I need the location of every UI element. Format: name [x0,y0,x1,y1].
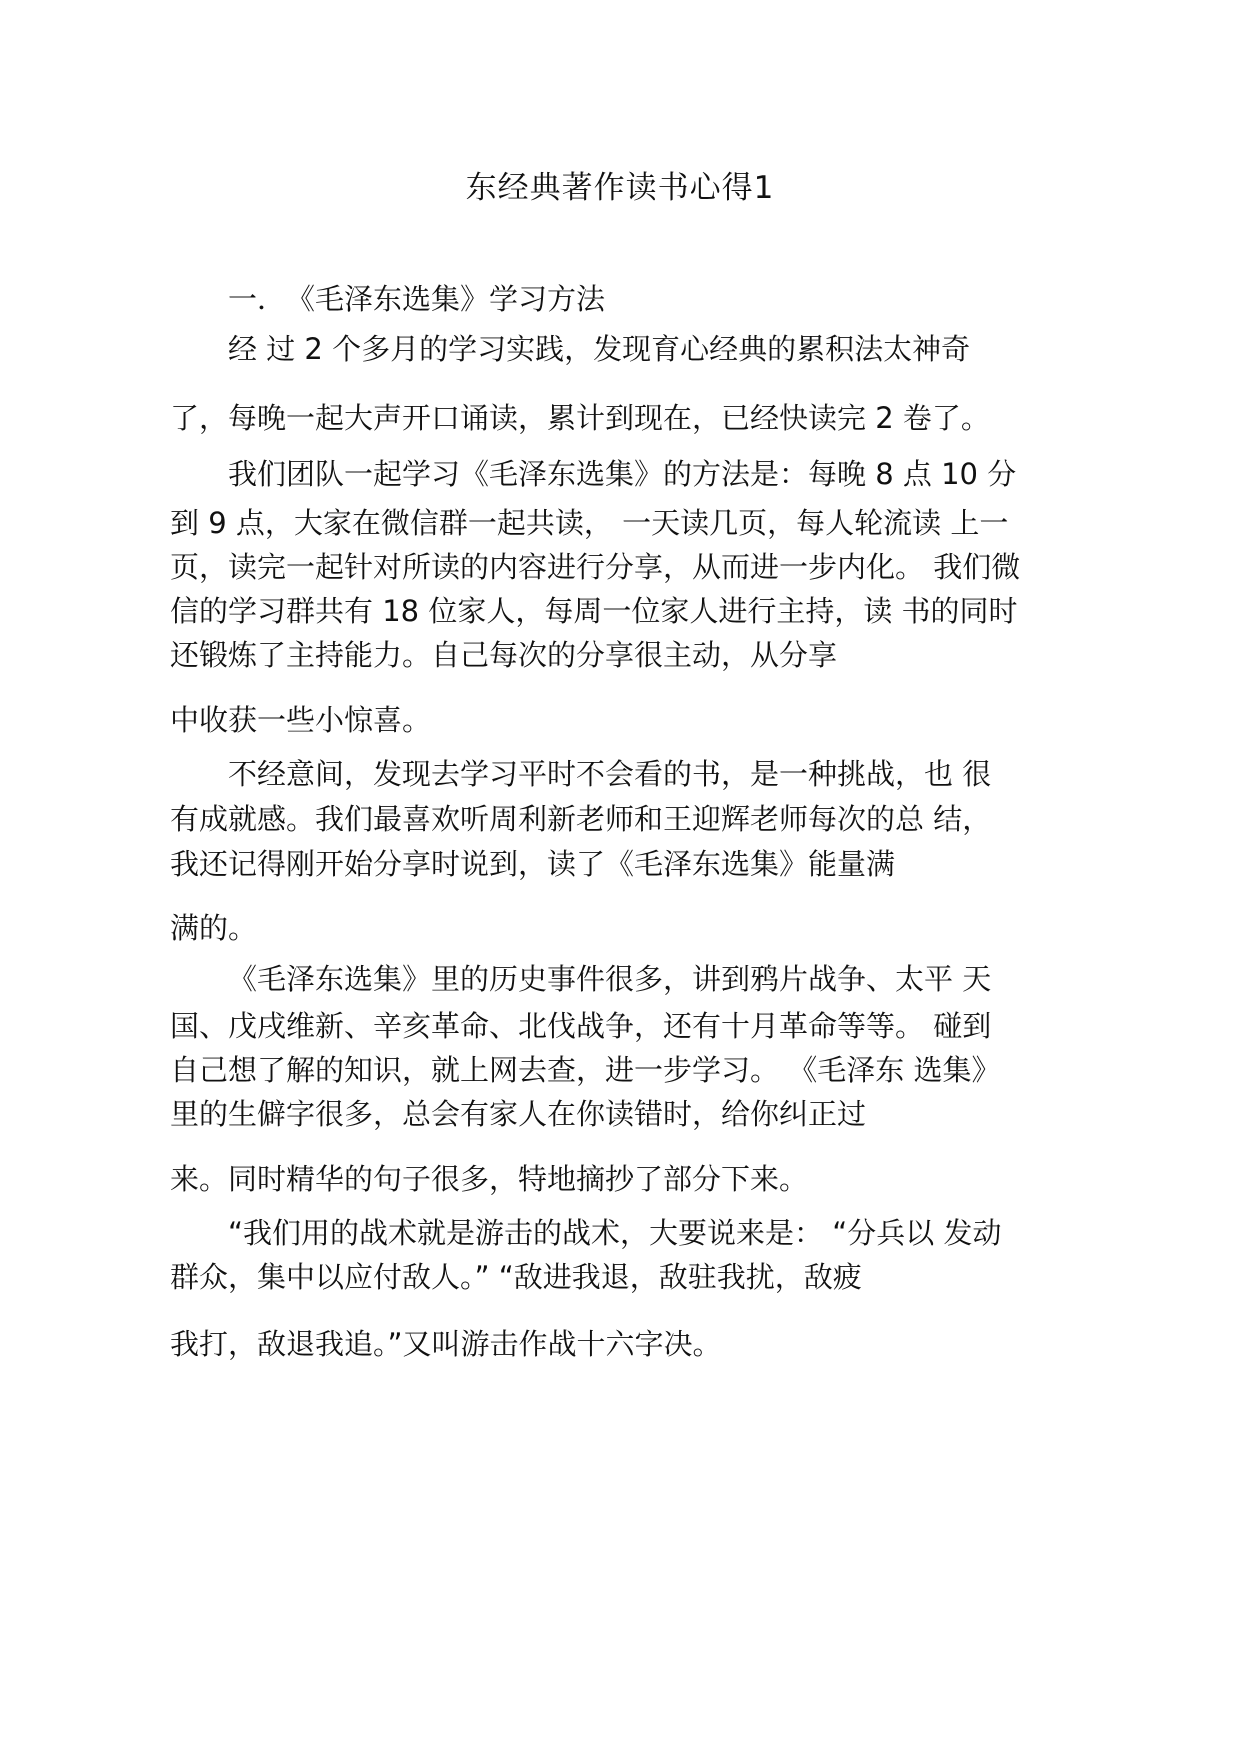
document-title: 东经典著作读书心得1 [465,170,775,206]
paragraph-line: 自己想了解的知识，就上网去查，进一步学习。 《毛泽东 选集》 [170,1053,1001,1087]
paragraph-line: 《毛泽东选集》里的历史事件很多，讲到鸦片战争、太平 天 [228,962,992,996]
paragraph-line: 还锻炼了主持能力。自己每次的分享很主动，从分享 [170,638,838,672]
paragraph-line: 中收获一些小惊喜。 [170,703,432,737]
paragraph-line: 来。同时精华的句子很多，特地摘抄了部分下来。 [170,1162,809,1196]
section-heading: 一． 《毛泽东选集》学习方法 [228,282,606,316]
paragraph-line: 我们团队一起学习《毛泽东选集》的方法是：每晚 8 点 10 分 [228,457,1017,491]
paragraph-line: 不经意间，发现去学习平时不会看的书，是一种挑战，也 很 [228,757,992,791]
paragraph-line: 里的生僻字很多，总会有家人在你读错时，给你纠正过 [170,1097,867,1131]
paragraph-line: 经 过 2 个多月的学习实践，发现育心经典的累积法太神奇 [228,332,971,366]
quote-line: 群众，集中以应付敌人。” “敌进我退，敌驻我扰，敌疲 [170,1260,862,1294]
paragraph-line: 了，每晚一起大声开口诵读，累计到现在，已经快读完 2 卷了。 [170,401,990,435]
paragraph-line: 到 9 点，大家在微信群一起共读， 一天读几页，每人轮流读 上一 [170,506,1009,540]
paragraph-line: 页，读完一起针对所读的内容进行分享，从而进一步内化。 我们微 [170,550,1021,584]
quote-line: “我们用的战术就是游击的战术，大要说来是： “分兵以 发动 [228,1216,1002,1250]
quote-line: 我打，敌退我追。”又叫游击作战十六字决。 [170,1327,722,1361]
paragraph-line: 信的学习群共有 18 位家人，每周一位家人进行主持，读 书的同时 [170,594,1018,628]
paragraph-line: 满的。 [170,911,258,945]
paragraph-line: 有成就感。我们最喜欢听周利新老师和王迎辉老师每次的总 结， [170,802,992,836]
paragraph-line: 我还记得刚开始分享时说到，读了《毛泽东选集》能量满 [170,847,896,881]
paragraph-line: 国、戊戌维新、辛亥革命、北伐战争，还有十月革命等等。 碰到 [170,1009,992,1043]
